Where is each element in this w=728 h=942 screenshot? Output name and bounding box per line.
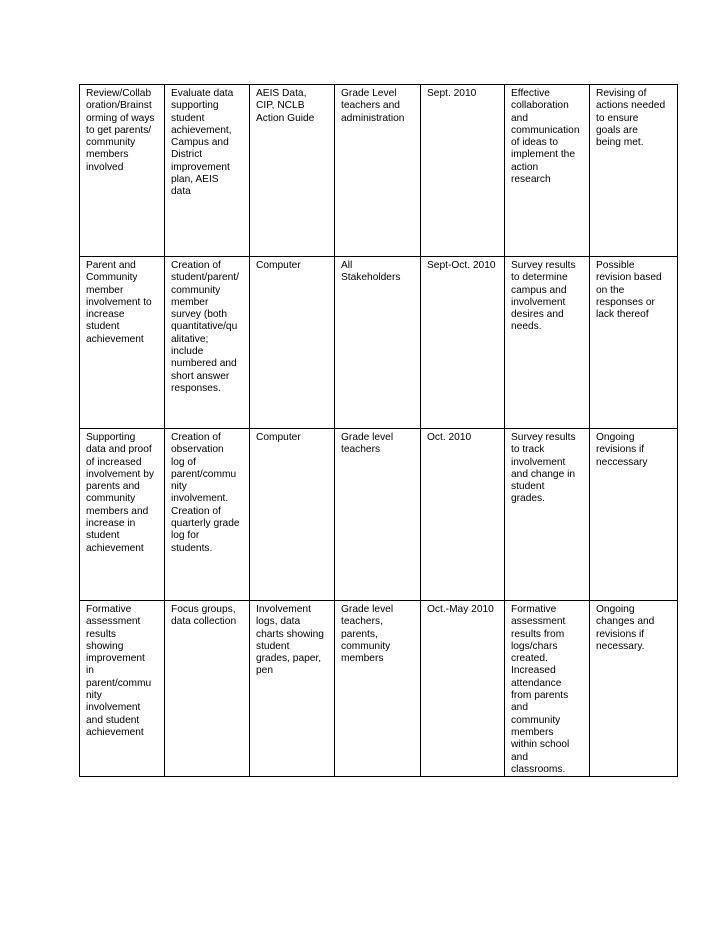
table-row [80, 257, 678, 429]
table-cell: Review/Collab oration/Brainst orming of ways to get parents/ community members involved [80, 85, 165, 257]
table-cell: AEIS Data, CIP, NCLB Action Guide [250, 85, 335, 257]
table-cell: Sept. 2010 [421, 85, 505, 257]
table-cell: Grade level teachers, parents, community members [335, 601, 421, 777]
table-cell: Survey results to track involvement and change in student grades. [505, 429, 590, 601]
table-cell: Oct.-May 2010 [421, 601, 505, 777]
table-cell: Parent and Community member involvement to increase student achievement [80, 257, 165, 429]
table-cell: Sept-Oct. 2010 [421, 257, 505, 429]
table-cell: Survey results to determine campus and involvement desires and needs. [505, 257, 590, 429]
table-cell: All Stakeholders [335, 257, 421, 429]
table-cell: Effective collaboration and communication of ideas to implement the action research [505, 85, 590, 257]
table-row [80, 85, 678, 257]
table-cell: Revising of actions needed to ensure goals are being met. [590, 85, 678, 257]
table-cell: Computer [250, 429, 335, 601]
table-cell: Formative assessment results showing improvement in parent/commu nity involvement and student achievement [80, 601, 165, 777]
table-cell: Creation of student/parent/ community member survey (both quantitative/qu alitative; include numbered and short answer responses. [165, 257, 250, 429]
table-cell: Formative assessment results from logs/chars created. Increased attendance from parents and community members within school and classrooms. [505, 601, 590, 777]
table-cell: Grade Level teachers and administration [335, 85, 421, 257]
table-cell: Evaluate data supporting student achievement, Campus and District improvement plan, AEIS data [165, 85, 250, 257]
table-cell: Involvement logs, data charts showing student grades, paper, pen [250, 601, 335, 777]
table-cell: Oct. 2010 [421, 429, 505, 601]
table-cell: Focus groups, data collection [165, 601, 250, 777]
table-cell: Ongoing changes and revisions if necessary. [590, 601, 678, 777]
table-cell: Supporting data and proof of increased involvement by parents and community members and increase in student achievement [80, 429, 165, 601]
table-cell: Possible revision based on the responses or lack thereof [590, 257, 678, 429]
table-cell: Ongoing revisions if neccessary [590, 429, 678, 601]
table-row [80, 429, 678, 601]
table-row [80, 601, 678, 777]
table-cell: Creation of observation log of parent/commu nity involvement. Creation of quarterly grade log for students. [165, 429, 250, 601]
action-plan-table [79, 84, 678, 777]
table-cell: Grade level teachers [335, 429, 421, 601]
table-cell: Computer [250, 257, 335, 429]
